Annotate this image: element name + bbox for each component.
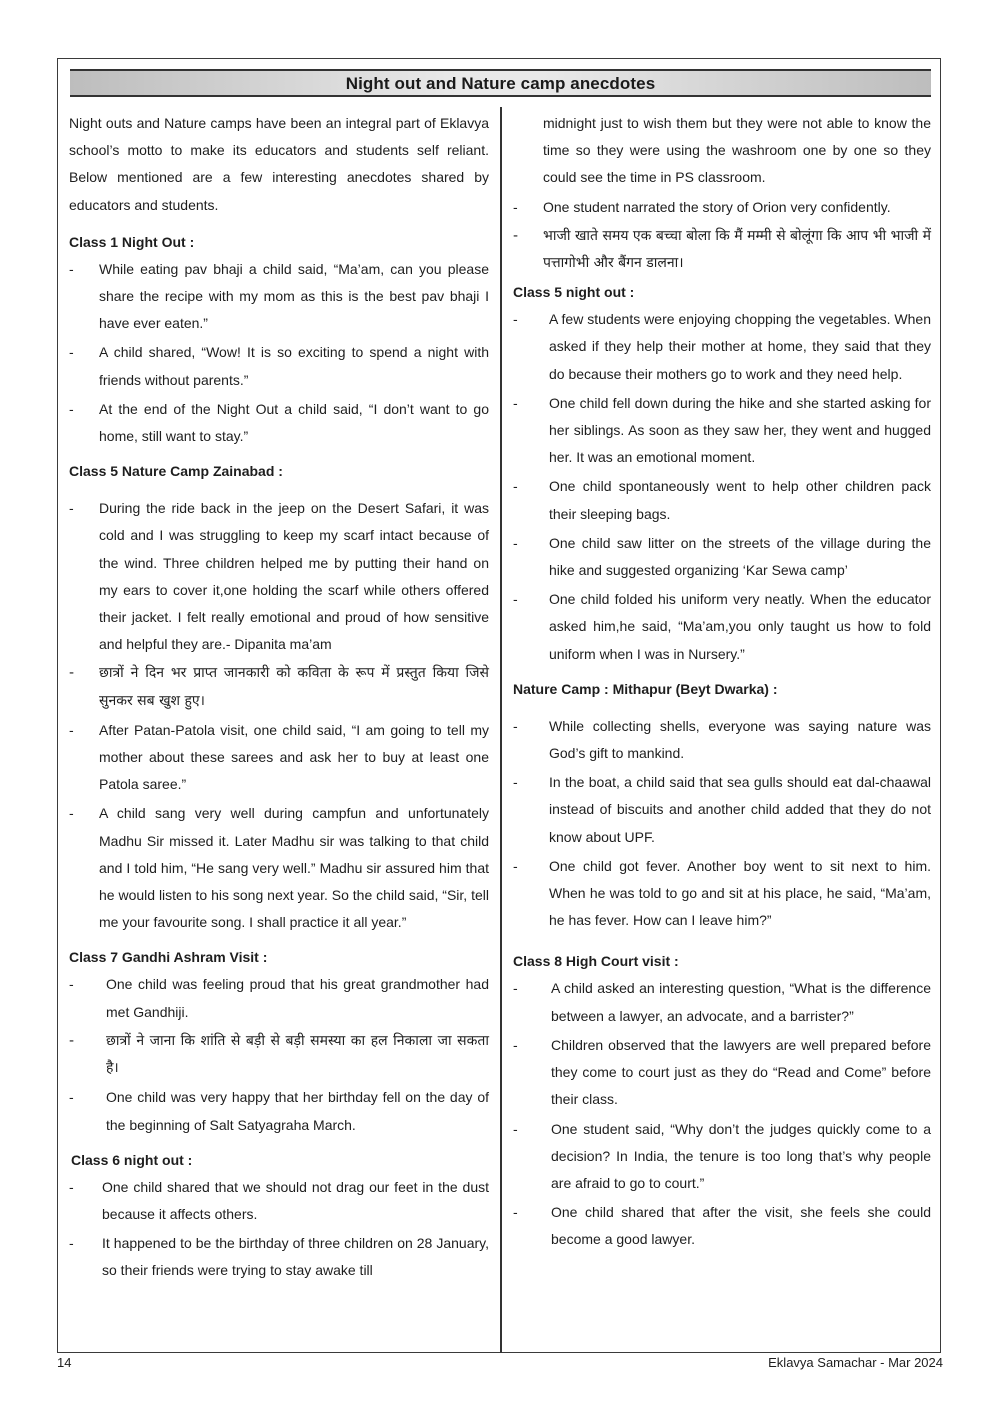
bullet-dash: - — [513, 1120, 518, 1137]
bullet-dash: - — [69, 400, 74, 417]
bullet-dash: - — [69, 260, 74, 277]
section-class7-gandhi-ashram — [69, 944, 489, 1138]
section-heading: Class 5 night out : — [513, 284, 635, 301]
section-heading: Class 6 night out : — [71, 1151, 193, 1168]
bullet-dash: - — [513, 591, 518, 608]
section-heading: Class 7 Gandhi Ashram Visit : — [69, 949, 268, 966]
bullet-dash: - — [513, 534, 518, 551]
list-item: - One child saw litter on the streets of the village during the hike and suggested organizing ‘Kar Sewa camp’ — [513, 530, 931, 584]
continued-item-text: midnight just to wish them but they were not able to know the time so they were using the washroom one by one so they could see the time in PS classroom. — [543, 115, 931, 186]
bullet-dash: - — [513, 478, 518, 495]
section-class6-night-out — [69, 1147, 489, 1285]
bullet-dash: - — [513, 198, 518, 215]
section-heading: Class 5 Nature Camp Zainabad : — [69, 463, 283, 480]
bullet-dash: - — [69, 344, 74, 361]
bullet-dash: - — [513, 1204, 518, 1221]
left-column — [69, 110, 489, 1287]
publication-footer: Eklavya Samachar - Mar 2024 — [768, 1355, 943, 1370]
bullet-dash: - — [513, 227, 519, 244]
list-item: - It happened to be the birthday of three children on 28 January, so their friends were trying to stay awake till — [69, 1230, 489, 1284]
bullet-dash: - — [69, 976, 74, 993]
list-item: - After Patan-Patola visit, one child said, “I am going to tell my mother about these sarees and ask her to buy at least one Patola saree.” — [69, 717, 489, 799]
list-item: - A few students were enjoying chopping the vegetables. When asked if they help their mother at home, they said that they do because their mothers go to work and they need help. — [513, 306, 931, 388]
list-item: - One student narrated the story of Orion very confidently. — [513, 194, 931, 221]
list-item: - One child fell down during the hike and she started asking for her siblings. As soon as they saw her, they went and hugged her. It was an emotional moment. — [513, 390, 931, 472]
list-item: - One child shared that we should not drag our feet in the dust because it affects others. — [69, 1174, 489, 1228]
column-divider — [500, 107, 502, 1353]
section-heading: Class 8 High Court visit : — [513, 953, 679, 970]
list-item: - One child shared that after the visit, she feels she could become a good lawyer. — [513, 1199, 931, 1253]
list-item: - Children observed that the lawyers are well prepared before they come to court just as they do “Read and Come” before their class. — [513, 1032, 931, 1114]
bullet-dash: - — [513, 980, 518, 997]
list-item: - While eating pav bhaji a child said, “Ma’am, can you please share the recipe with my mom as this is the best pav bhaji I have ever eaten.” — [69, 256, 489, 338]
list-item: - One child spontaneously went to help other children pack their sleeping bags. — [513, 473, 931, 527]
bullet-dash: - — [513, 1036, 518, 1053]
list-item: - One child got fever. Another boy went to sit next to him. When he was told to go and sit at his place, he said, “Ma’am, he has fever. How can I leave him?” — [513, 853, 931, 935]
list-item-hindi: - छात्रों ने जाना कि शांति से बड़ी से बड़ी समस्या का हल निकाला जा सकता है। — [69, 1028, 489, 1082]
bullet-dash: - — [513, 774, 518, 791]
list-item: - One student said, “Why don’t the judges quickly come to a decision? In India, the tenure is too long that’s why people are afraid to go to court.” — [513, 1116, 931, 1198]
list-item: - One child was feeling proud that his great grandmother had met Gandhiji. — [69, 971, 489, 1025]
section-class8-high-court — [513, 948, 931, 1253]
bullet-dash: - — [69, 1089, 74, 1106]
intro-paragraph: Night outs and Nature camps have been an integral part of Eklavya school’s motto to make its educators and students self reliant. Below mentioned are a few interesting anecdotes shared by educators and students. — [69, 115, 489, 213]
list-item: - During the ride back in the jeep on the Desert Safari, it was cold and I was struggling to keep my scarf intact because of the wind. Three children helped me by putting their hand on my ears to cover it,one holding the scarf while others offered their jacket. I felt really emotional and proud of how sensitive and helpful they are.- Dipanita ma’am — [69, 495, 489, 658]
bullet-dash: - — [513, 857, 518, 874]
section-class1-night-out — [69, 229, 489, 450]
bullet-dash: - — [69, 1178, 74, 1195]
article-title: Night out and Nature camp anecdotes — [70, 69, 931, 97]
section-heading: Nature Camp : Mithapur (Beyt Dwarka) : — [513, 680, 778, 697]
section-class5-nature-camp-zainabad — [69, 458, 489, 936]
bullet-dash: - — [69, 1032, 75, 1049]
bullet-dash: - — [69, 805, 74, 822]
bullet-dash: - — [69, 665, 75, 682]
list-item-hindi: - भाजी खाते समय एक बच्चा बोला कि मैं मम्मी से बोलूंगा कि आप भी भाजी में पत्तागोभी और बैंगन डालना। — [513, 223, 931, 277]
bullet-dash: - — [513, 717, 518, 734]
list-item: - One child folded his uniform very neatly. When the educator asked him,he said, “Ma’am,you only taught us how to fold uniform when I was in Nursery.” — [513, 586, 931, 668]
list-item-hindi: - छात्रों ने दिन भर प्राप्त जानकारी को कविता के रूप में प्रस्तुत किया जिसे सुनकर सब खुश हुए। — [69, 660, 489, 714]
section-class5-night-out — [513, 279, 931, 668]
bullet-dash: - — [69, 500, 74, 517]
page-number: 14 — [57, 1355, 72, 1370]
list-item: - One child was very happy that her birthday fell on the day of the beginning of Salt Satyagraha March. — [69, 1084, 489, 1138]
bullet-dash: - — [69, 721, 74, 738]
bullet-dash: - — [513, 394, 518, 411]
list-item: - A child sang very well during campfun and unfortunately Madhu Sir missed it. Later Madhu sir was talking to that child and I told him, “He sang very well.” Madhu sir assured him that he would listen to his song next year. So the child said, “Sir, tell me your favourite song. I shall practice it all year.” — [69, 800, 489, 936]
list-item: - A child asked an interesting question, “What is the difference between a lawyer, an advocate, and a barrister?” — [513, 975, 931, 1029]
list-item: - While collecting shells, everyone was saying nature was God’s gift to mankind. — [513, 713, 931, 767]
list-item: - A child shared, “Wow! It is so exciting to spend a night with friends without parents.” — [69, 339, 489, 393]
list-item: - At the end of the Night Out a child said, “I don’t want to go home, still want to stay.” — [69, 396, 489, 450]
section-nature-camp-mithapur — [513, 676, 931, 935]
right-column — [513, 110, 931, 1256]
bullet-dash: - — [513, 311, 518, 328]
list-item: - In the boat, a child said that sea gulls should eat dal-chaawal instead of biscuits and another child added that they do not know about UPF. — [513, 769, 931, 851]
bullet-dash: - — [69, 1235, 74, 1252]
section-heading: Class 1 Night Out : — [69, 233, 195, 250]
